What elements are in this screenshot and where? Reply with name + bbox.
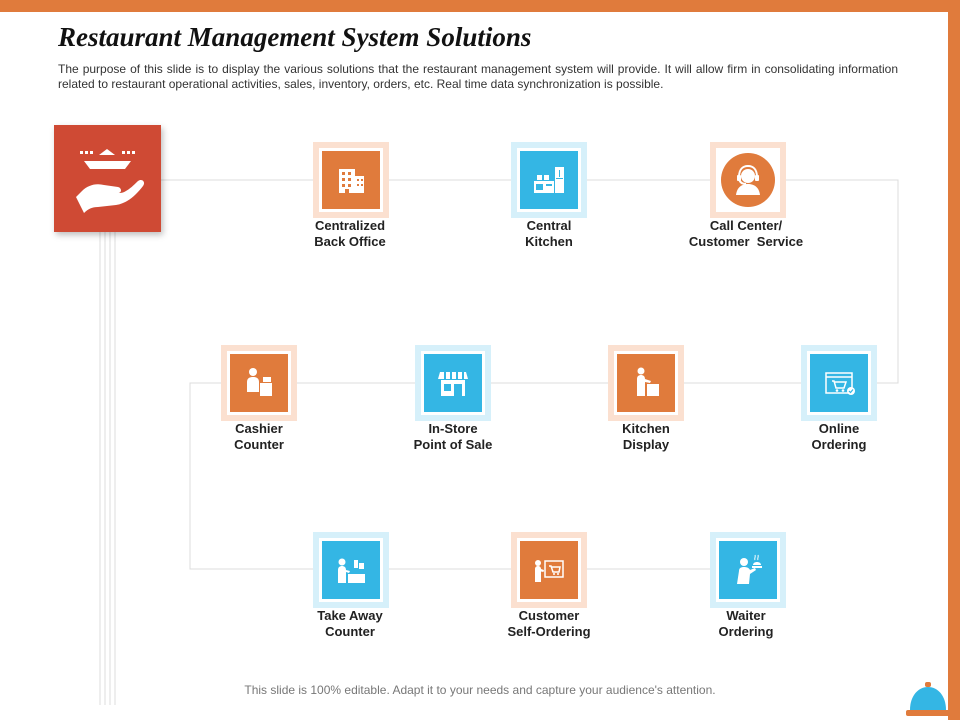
footer-note: This slide is 100% editable. Adapt it to your needs and capture your audience's attention.: [244, 683, 716, 697]
label-customer-self-ordering: Customer Self-Ordering: [507, 608, 591, 639]
kiosk-cart-icon: [528, 549, 570, 591]
service-bell-icon: [906, 680, 950, 716]
node-online-ordering[interactable]: [801, 345, 877, 421]
person-at-display-icon: [625, 362, 667, 404]
node-take-away-counter[interactable]: [313, 532, 389, 608]
node-kitchen-display[interactable]: [608, 345, 684, 421]
node-centralized-back-office[interactable]: [313, 142, 389, 218]
label-take-away-counter: Take Away Counter: [317, 608, 383, 639]
waiter-tray-icon: [727, 549, 769, 591]
cashier-icon: [238, 362, 280, 404]
storefront-icon: [432, 362, 474, 404]
node-customer-self-ordering[interactable]: [511, 532, 587, 608]
takeaway-counter-icon: [330, 549, 372, 591]
node-cashier-counter[interactable]: [221, 345, 297, 421]
headset-agent-icon: [727, 159, 769, 201]
node-central-kitchen[interactable]: [511, 142, 587, 218]
node-waiter-ordering[interactable]: [710, 532, 786, 608]
label-centralized-back-office: Centralized Back Office: [314, 218, 386, 249]
label-in-store-pos: In-Store Point of Sale: [413, 421, 493, 452]
page-title: Restaurant Management System Solutions: [58, 22, 532, 52]
hand-serving-cloche-icon: [54, 125, 161, 232]
online-cart-icon: [818, 362, 860, 404]
page-description: The purpose of this slide is to display the various solutions that the restaurant management system will provide. It will allow firm in consolidating information related to restaurant operational activities, sales, inventory, orders, etc. Real time data synchronization is possible.: [58, 62, 898, 91]
label-cashier-counter: Cashier Counter: [234, 421, 284, 452]
office-building-icon: [330, 159, 372, 201]
kitchen-appliances-icon: [528, 159, 570, 201]
label-call-center: Call Center/ Customer Service: [688, 218, 804, 249]
node-in-store-pos[interactable]: [415, 345, 491, 421]
label-waiter-ordering: Waiter Ordering: [718, 608, 774, 639]
restaurant-service-logo: [54, 125, 161, 232]
label-online-ordering: Online Ordering: [811, 421, 867, 452]
label-central-kitchen: Central Kitchen: [525, 218, 573, 249]
label-kitchen-display: Kitchen Display: [622, 421, 670, 452]
node-call-center[interactable]: [710, 142, 786, 218]
